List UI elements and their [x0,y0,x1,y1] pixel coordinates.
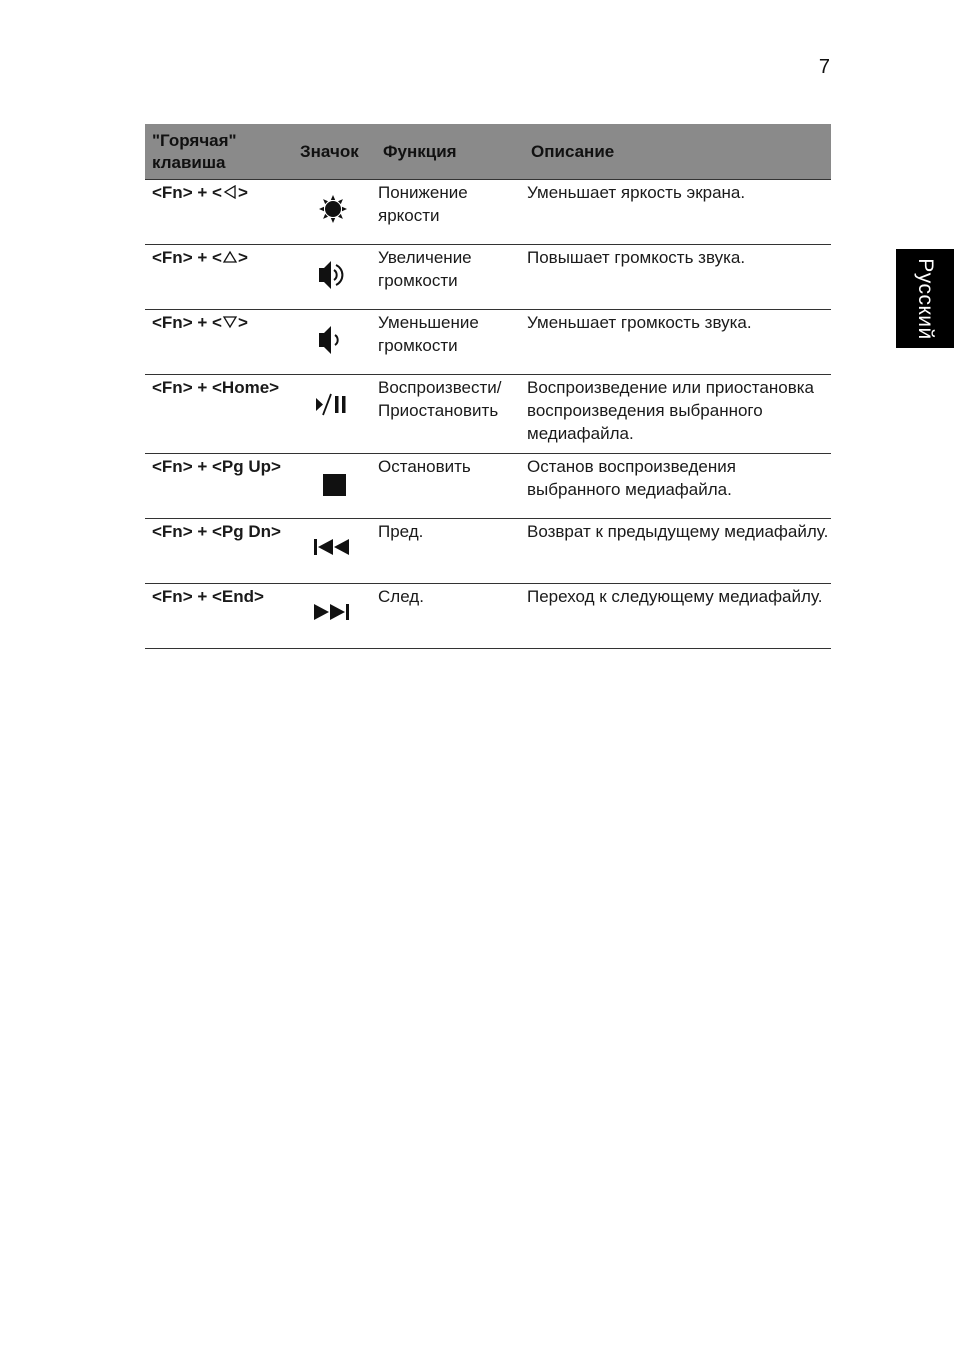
function-cell: Понижение яркости [378,183,468,225]
volume-up-icon [309,259,359,295]
description-cell: Останов воспроизведения выбранного медиафайла. [527,457,736,499]
table-row [145,180,831,245]
next-track-icon [309,598,359,634]
page-number: 7 [818,56,830,78]
description-cell: Повышает громкость звука. [527,248,746,267]
function-cell: След. [378,587,424,606]
down-triangle-icon [222,312,238,326]
volume-down-icon [309,324,359,360]
description-cell: Возврат к предыдущему медиафайлу. [527,522,829,541]
hotkey-cell: <Fn> + < > [152,183,248,202]
description-cell: Переход к следующему медиафайлу. [527,587,823,606]
icon-cell [296,310,376,375]
header-icon: Значок [300,141,359,161]
language-tab [896,249,954,348]
header-function: Функция [383,141,457,161]
table-row [145,310,831,375]
hotkey-cell: <Fn> + < > [152,248,248,267]
description-cell: Уменьшает громкость звука. [527,313,752,332]
icon-cell [296,375,376,454]
icon-cell [296,584,376,649]
header-hotkey: "Горячая" клавиша [152,130,237,172]
header-description: Описание [531,141,615,161]
function-cell: Воспроизвести/ Приостановить [378,378,502,420]
table-row [145,245,831,310]
up-triangle-icon [222,247,238,261]
hotkeys-table [145,124,831,649]
table-row [145,375,831,454]
icon-cell [296,245,376,310]
function-cell: Остановить [378,457,471,476]
left-triangle-icon [222,182,238,196]
table-row [145,519,831,584]
icon-cell [296,180,376,245]
description-cell: Воспроизведение или приостановка воспроизведения выбранного медиафайла. [527,378,814,443]
hotkey-cell: <Fn> + < > [152,313,248,332]
stop-icon [309,468,359,504]
function-cell: Пред. [378,522,424,541]
language-tab-label: Русский [914,257,937,340]
hotkey-cell: <Fn> + <Pg Up> [152,457,281,476]
play-pause-icon [309,389,359,425]
table-row [145,454,831,519]
previous-track-icon [309,533,359,569]
hotkey-cell: <Fn> + <Pg Dn> [152,522,281,541]
icon-cell [296,454,376,519]
icon-cell [296,519,376,584]
hotkey-cell: <Fn> + <End> [152,587,264,606]
function-cell: Уменьшение громкости [378,313,479,355]
function-cell: Увеличение громкости [378,248,472,290]
table-row [145,584,831,649]
description-cell: Уменьшает яркость экрана. [527,183,746,202]
hotkey-cell: <Fn> + <Home> [152,378,280,397]
brightness-sun-icon [309,194,359,230]
table-header-row [145,124,831,180]
